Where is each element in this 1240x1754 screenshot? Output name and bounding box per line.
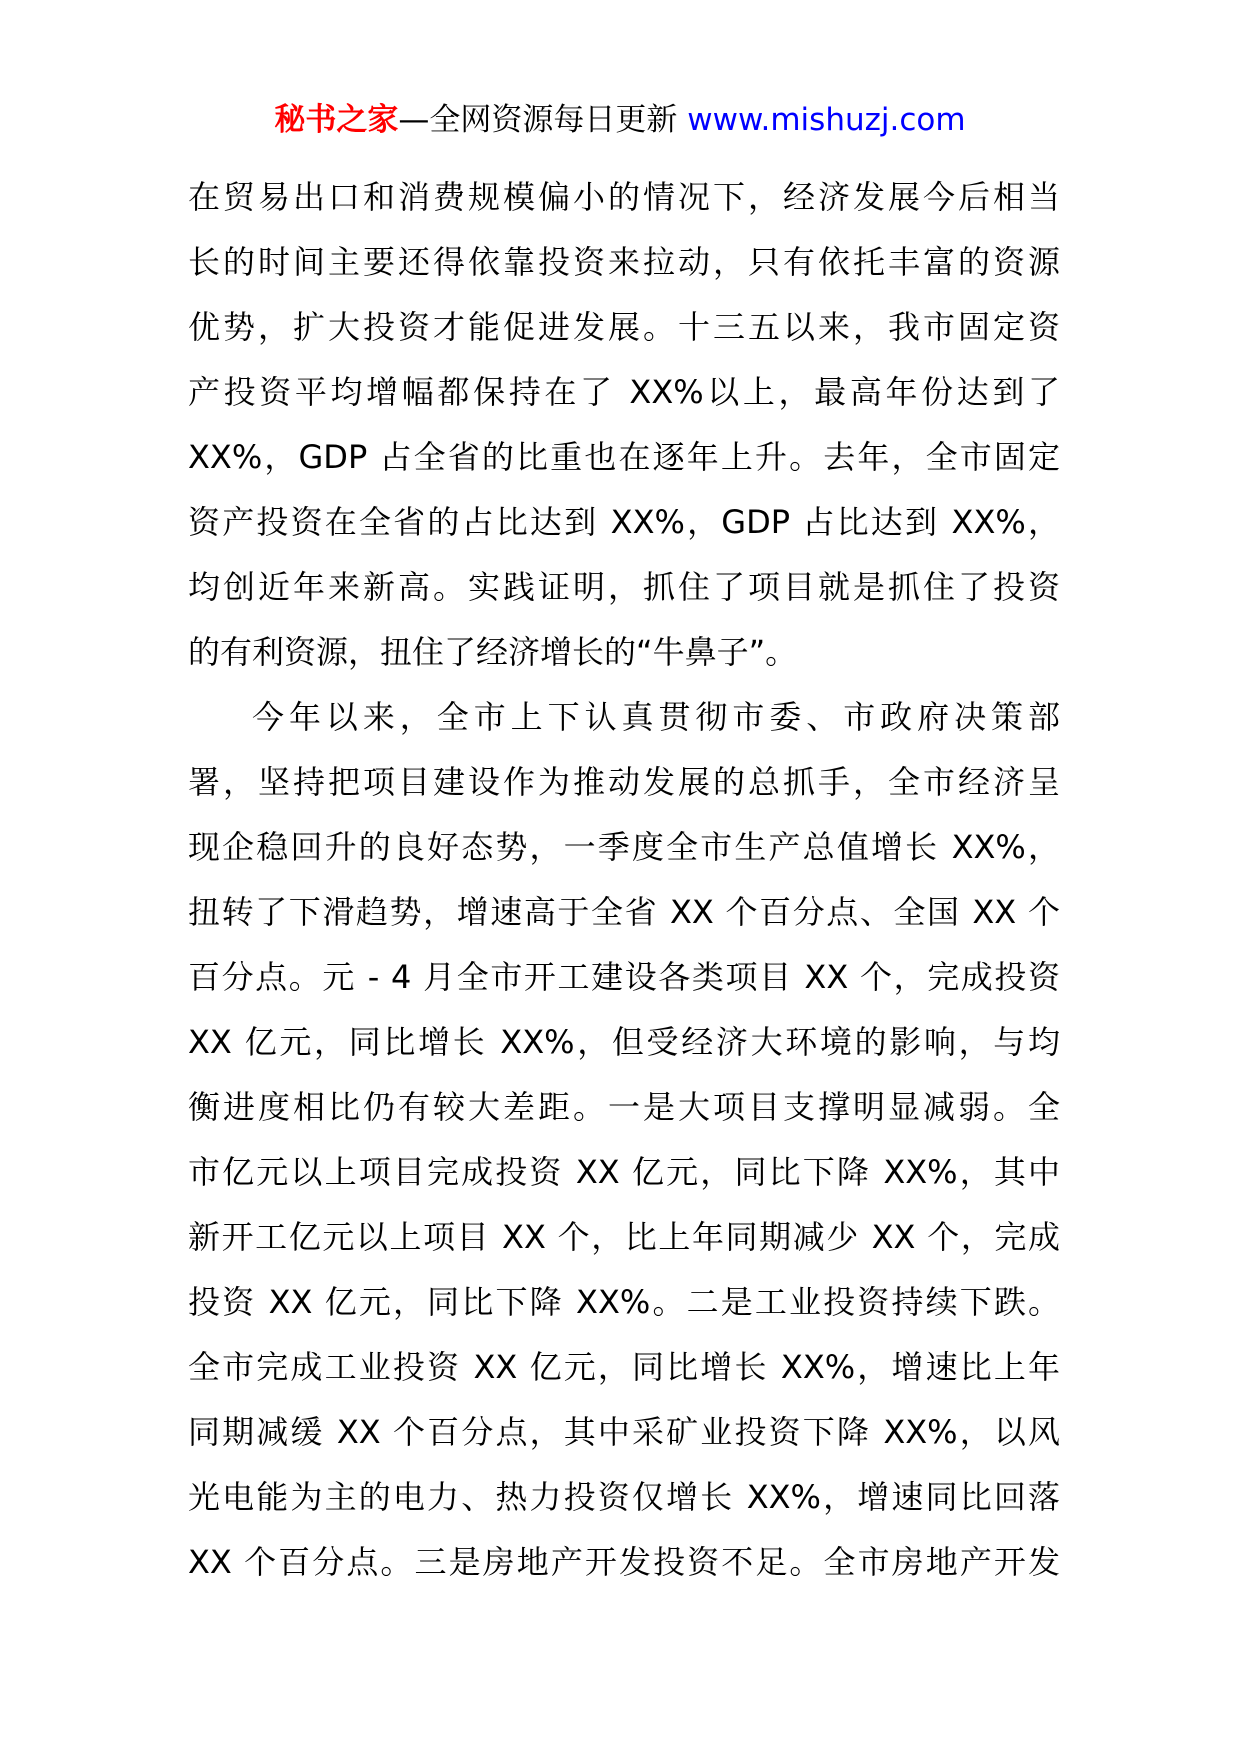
text-line: 今年以来，全市上下认真贯彻市委、市政府决策部 <box>252 698 1060 736</box>
text-line: 衡进度相比仍有较大差距。一是大项目支撑明显减弱。全 <box>188 1088 1060 1126</box>
text-line: XX 个百分点。三是房地产开发投资不足。全市房地产开发 <box>188 1543 1060 1581</box>
text-line: XX%，GDP 占全省的比重也在逐年上升。去年，全市固定 <box>188 438 1060 476</box>
paragraph-1 <box>188 165 1060 685</box>
site-brand: 秘书之家 <box>274 102 399 138</box>
site-tagline: —全网资源每日更新 <box>398 102 678 138</box>
text-line: 优势，扩大投资才能促进发展。十三五以来，我市固定资 <box>188 308 1060 346</box>
text-line: 均创近年来新高。实践证明，抓住了项目就是抓住了投资 <box>188 568 1060 606</box>
text-line: 在贸易出口和消费规模偏小的情况下，经济发展今后相当 <box>188 178 1060 216</box>
page-header <box>0 98 1240 142</box>
text-line: 新开工亿元以上项目 XX 个，比上年同期减少 XX 个，完成 <box>188 1218 1060 1256</box>
text-line: 扭转了下滑趋势，增速高于全省 XX 个百分点、全国 XX 个 <box>188 893 1060 931</box>
text-line: 产投资平均增幅都保持在了 XX%以上，最高年份达到了 <box>188 373 1060 411</box>
paragraph-2 <box>188 685 1060 1595</box>
text-line: 百分点。元 - 4 月全市开工建设各类项目 XX 个，完成投资 <box>188 958 1060 996</box>
text-line: 署，坚持把项目建设作为推动发展的总抓手，全市经济呈 <box>188 763 1060 801</box>
text-line: 资产投资在全省的占比达到 XX%，GDP 占比达到 XX%， <box>188 503 1060 541</box>
text-line: 的有利资源，扭住了经济增长的“牛鼻子”。 <box>188 633 798 671</box>
text-line: 投资 XX 亿元，同比下降 XX%。二是工业投资持续下跌。 <box>188 1283 1060 1321</box>
site-url-link[interactable]: www.mishuzj.com <box>687 102 966 138</box>
document-body <box>188 165 1060 1595</box>
text-line: 全市完成工业投资 XX 亿元，同比增长 XX%，增速比上年 <box>188 1348 1060 1386</box>
text-line: 同期减缓 XX 个百分点，其中采矿业投资下降 XX%，以风 <box>188 1413 1060 1451</box>
text-line: 现企稳回升的良好态势，一季度全市生产总值增长 XX%， <box>188 828 1060 866</box>
text-line: 光电能为主的电力、热力投资仅增长 XX%，增速同比回落 <box>188 1478 1060 1516</box>
text-line: XX 亿元，同比增长 XX%，但受经济大环境的影响，与均 <box>188 1023 1060 1061</box>
text-line: 长的时间主要还得依靠投资来拉动，只有依托丰富的资源 <box>188 243 1060 281</box>
text-line: 市亿元以上项目完成投资 XX 亿元，同比下降 XX%，其中 <box>188 1153 1060 1191</box>
